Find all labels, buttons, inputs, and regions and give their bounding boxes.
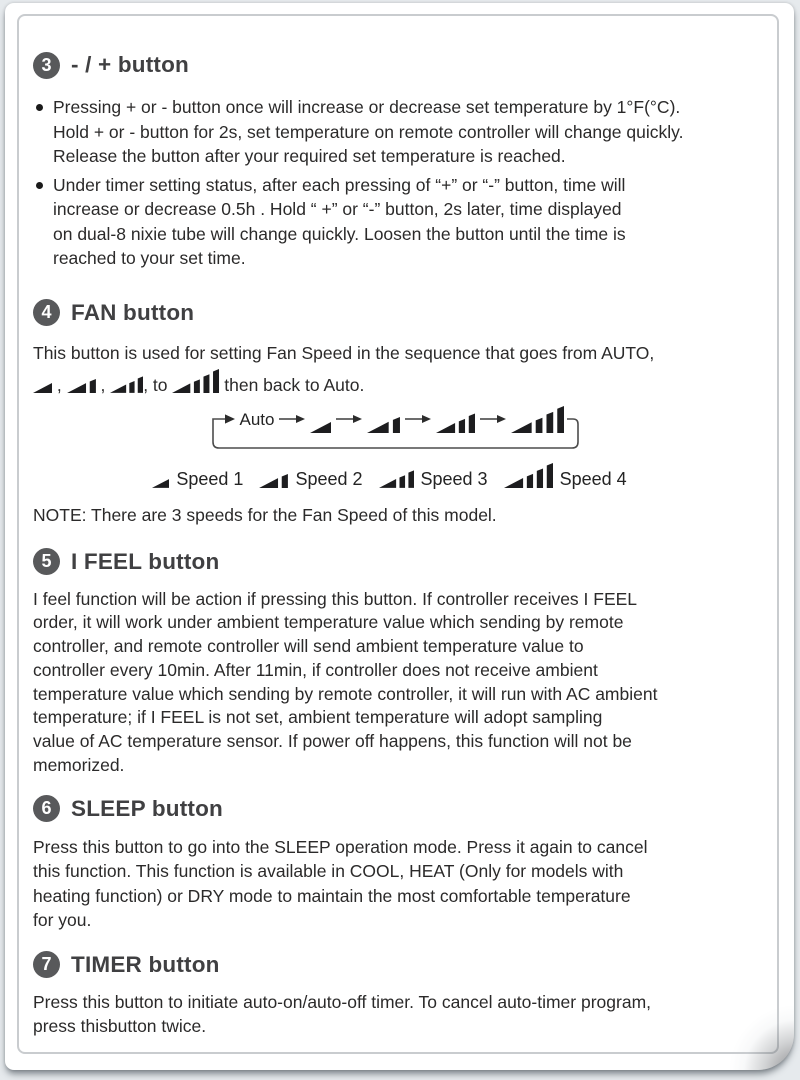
text-line: Press this button to initiate auto-on/auto-off timer. To cancel auto-timer program,: [33, 991, 652, 1012]
section-heading: [33, 51, 762, 79]
text-line: for you.: [33, 910, 92, 931]
fan-speed-4-icon: [172, 369, 219, 393]
legend-label: Speed 4: [559, 469, 627, 489]
section-heading: [33, 299, 762, 327]
text-line: heating function) or DRY mode to maintain the most comfortable temperature: [33, 885, 631, 906]
section-number-badge: 5: [33, 548, 60, 575]
section-number-badge: 3: [33, 52, 60, 79]
legend-label: Speed 1: [176, 469, 244, 489]
text-line: value of AC temperature sensor. If power off happens, this function will not be: [33, 731, 632, 752]
section-timer-button: [33, 951, 762, 1039]
bullet-icon: [36, 104, 43, 111]
section-title: FAN button: [71, 299, 195, 325]
text-line: order, it will work under ambient temperature value which sending by remote: [33, 612, 624, 633]
section-title: I FEEL button: [71, 548, 220, 574]
text-line: increase or decrease 0.5h . Hold “ +” or “-” button, 2s later, time displayed: [53, 199, 622, 219]
fan-speed-2-icon: [367, 417, 400, 433]
text-line: controller every 10min. After 11min, if controller does not receive ambient: [33, 659, 598, 680]
separator-text: ,: [52, 375, 67, 395]
legend-label: Speed 3: [420, 469, 488, 489]
fan-speed-4-icon: [504, 463, 553, 488]
text-line: this function. This function is available in COOL, HEAT (Only for models with: [33, 861, 624, 882]
arrow-icon: [336, 414, 362, 424]
list-item: [33, 173, 762, 271]
page-content: [33, 51, 762, 1039]
fan-sequence-line: [33, 365, 762, 395]
section-title: SLEEP button: [71, 795, 223, 821]
fan-speed-2-icon: [67, 379, 96, 393]
section-number-badge: 4: [33, 299, 60, 326]
fan-speed-cycle-diagram: [206, 399, 590, 455]
section-body: [33, 835, 762, 933]
separator-text: , to: [143, 375, 173, 395]
fan-speed-1-icon: [152, 479, 169, 488]
section-fan-button: [33, 299, 762, 528]
fan-speed-4-icon: [511, 406, 564, 433]
section-number-badge: 7: [33, 951, 60, 978]
text-line: Release the button after your required set temperature is reached.: [53, 146, 566, 166]
text-line: controller, and remote controller will send ambient temperature value to: [33, 636, 584, 657]
section-number-badge: 6: [33, 795, 60, 822]
text-line: reached to your set time.: [53, 248, 246, 268]
fan-intro-line: This button is used for setting Fan Speed in the sequence that goes from AUTO,: [33, 342, 655, 363]
section-sleep-button: [33, 795, 762, 933]
arrow-icon: [279, 414, 305, 424]
fan-speed-2-icon: [259, 474, 288, 488]
section-plus-minus-button: [33, 51, 762, 271]
separator-text: ,: [95, 375, 111, 395]
fan-speed-1-icon: [33, 383, 52, 393]
text-line: temperature value which sending by remote controller, it will run with AC ambient: [33, 683, 658, 704]
text-line: I feel function will be action if pressing this button. If controller receives I FEEL: [33, 588, 638, 609]
section-body: [33, 588, 762, 778]
page-curl: [722, 998, 794, 1070]
manual-page: [5, 3, 794, 1070]
fan-speed-1-icon: [310, 422, 331, 433]
fan-speed-3-icon: [110, 376, 143, 393]
section-title: TIMER button: [71, 951, 220, 977]
fan-speed-legend: [33, 461, 762, 489]
bullet-text: [53, 95, 683, 169]
text-line: memorized.: [33, 755, 125, 776]
legend-label: Speed 2: [295, 469, 363, 489]
bullet-text: [53, 173, 626, 271]
text-line: Press this button to go into the SLEEP operation mode. Press it again to cancel: [33, 836, 648, 857]
text-line: press thisbutton twice.: [33, 1016, 207, 1037]
sequence-tail-text: then back to Auto.: [219, 375, 365, 395]
section-heading: [33, 548, 762, 576]
fan-speed-3-icon: [436, 413, 475, 433]
bullet-list: [33, 95, 762, 271]
text-line: temperature; if I FEEL is not set, ambient temperature will adopt sampling: [33, 707, 603, 728]
bullet-icon: [36, 182, 43, 189]
cycle-items-row: [240, 399, 565, 449]
arrow-icon: [480, 414, 506, 424]
section-title: - / + button: [71, 52, 189, 77]
auto-label: Auto: [239, 410, 275, 429]
arrow-icon: [405, 414, 431, 424]
list-item: [33, 95, 762, 169]
section-i-feel-button: [33, 548, 762, 778]
fan-speed-3-icon: [379, 470, 414, 488]
text-line: on dual-8 nixie tube will change quickly. Loosen the button until the time is: [53, 223, 626, 244]
section-body: [33, 990, 762, 1039]
text-line: Under timer setting status, after each pressing of “+” or “-” button, time will: [53, 174, 626, 195]
fan-note: NOTE: There are 3 speeds for the Fan Speed of this model.: [33, 505, 497, 525]
section-heading: [33, 795, 762, 823]
text-line: Pressing + or - button once will increase or decrease set temperature by 1°F(°C).: [53, 97, 681, 117]
text-line: Hold + or - button for 2s, set temperature on remote controller will change quickly.: [53, 121, 684, 142]
section-heading: [33, 951, 762, 979]
